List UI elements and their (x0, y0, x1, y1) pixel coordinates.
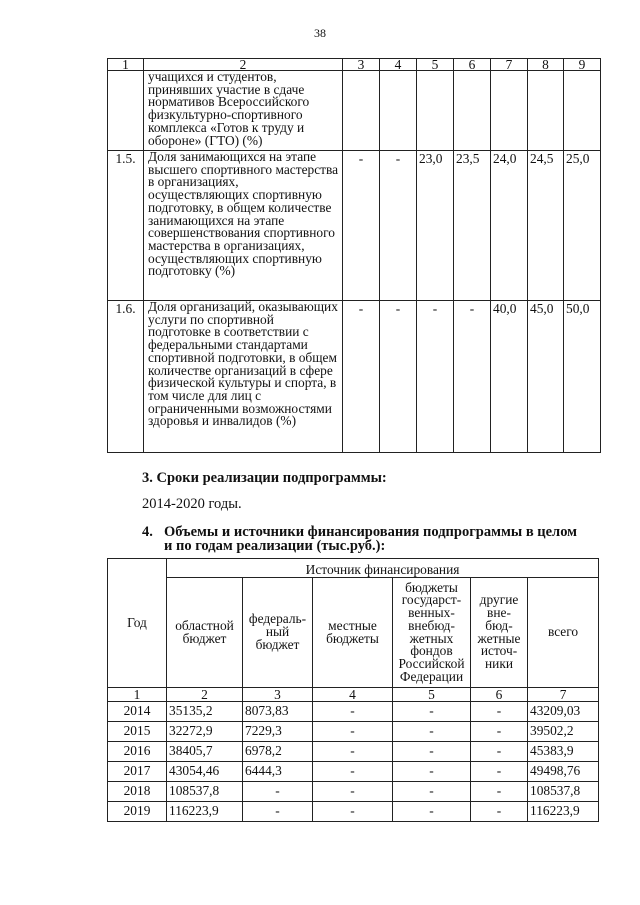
value-cell: 45,0 (528, 301, 564, 453)
value-cell (380, 71, 417, 151)
source-header: Источник финансирования (167, 559, 599, 578)
local-budget-cell: - (313, 702, 393, 722)
section-3-text: 2014-2020 годы. (142, 496, 242, 512)
table-row (108, 762, 599, 782)
section-4-heading-line2: и по годам реализации (тыс.руб.): (164, 538, 386, 554)
col-num: 1 (108, 688, 167, 702)
row-number (108, 71, 144, 151)
total-cell: 116223,9 (528, 802, 599, 822)
table-row (108, 71, 601, 151)
regional-budget-cell: 108537,8 (167, 782, 243, 802)
year-cell: 2017 (108, 762, 167, 782)
col-num: 2 (144, 59, 343, 71)
table-row (108, 722, 599, 742)
extrabudgetary-funds-cell: - (393, 762, 471, 782)
local-budget-cell: - (313, 782, 393, 802)
col-num: 7 (491, 59, 528, 71)
table-row (108, 151, 601, 301)
col-num: 3 (243, 688, 313, 702)
col-num: 5 (393, 688, 471, 702)
col-num: 3 (343, 59, 380, 71)
value-cell: 40,0 (491, 301, 528, 453)
value-cell (564, 71, 601, 151)
regional-budget-cell: 35135,2 (167, 702, 243, 722)
value-cell: 23,5 (454, 151, 491, 301)
other-sources-cell: - (471, 802, 528, 822)
value-cell: - (417, 301, 454, 453)
row-number: 1.5. (108, 151, 144, 301)
extrabudgetary-funds-cell: - (393, 742, 471, 762)
section-4-heading-line1: Объемы и источники финансирования подпрограммы в целом (164, 524, 578, 540)
value-cell: 24,5 (528, 151, 564, 301)
value-cell: - (343, 151, 380, 301)
total-cell: 39502,2 (528, 722, 599, 742)
col-num: 7 (528, 688, 599, 702)
value-cell (417, 71, 454, 151)
value-cell: - (343, 301, 380, 453)
column-header: местные бюджеты (313, 578, 393, 688)
local-budget-cell: - (313, 722, 393, 742)
federal-budget-cell: 7229,3 (243, 722, 313, 742)
table-row (108, 802, 599, 822)
col-num: 4 (380, 59, 417, 71)
section-3-heading: 3. Сроки реализации подпрограммы: (142, 470, 387, 486)
regional-budget-cell: 43054,46 (167, 762, 243, 782)
year-cell: 2019 (108, 802, 167, 822)
federal-budget-cell: - (243, 802, 313, 822)
indicator-description: учащихся и студентов, принявших участие в сдаче нормативов Всероссийского физкультурно-спортивного комплекса «Готов к труду и обороне» (ГТО) (%) (144, 71, 343, 151)
column-header: областной бюджет (167, 578, 243, 688)
extrabudgetary-funds-cell: - (393, 782, 471, 802)
federal-budget-cell: 8073,83 (243, 702, 313, 722)
extrabudgetary-funds-cell: - (393, 802, 471, 822)
value-cell: 25,0 (564, 151, 601, 301)
regional-budget-cell: 116223,9 (167, 802, 243, 822)
value-cell: - (380, 301, 417, 453)
table-row (108, 301, 601, 453)
value-cell: 23,0 (417, 151, 454, 301)
row-number: 1.6. (108, 301, 144, 453)
year-header: Год (108, 559, 167, 688)
extrabudgetary-funds-cell: - (393, 702, 471, 722)
local-budget-cell: - (313, 762, 393, 782)
indicator-description: Доля организаций, оказывающих услуги по спортивной подготовке в соответствии с федеральными стандартами спортивной подготовки, в общем количестве организаций в сфере физической культуры и спорта, в том числе для лиц с ограниченными возможностями здоровья и инвалидов (%) (144, 301, 343, 453)
other-sources-cell: - (471, 722, 528, 742)
table-row (108, 782, 599, 802)
column-header: другие вне-бюд-жетные источ-ники (471, 578, 528, 688)
federal-budget-cell: 6978,2 (243, 742, 313, 762)
value-cell: - (454, 301, 491, 453)
col-num: 9 (564, 59, 601, 71)
value-cell: 50,0 (564, 301, 601, 453)
col-num: 2 (167, 688, 243, 702)
other-sources-cell: - (471, 742, 528, 762)
table-row (108, 702, 599, 722)
column-number-row (108, 688, 599, 702)
page-number: 38 (314, 26, 326, 40)
column-header: всего (528, 578, 599, 688)
column-header-row (108, 578, 599, 688)
federal-budget-cell: - (243, 782, 313, 802)
column-header: федераль-ный бюджет (243, 578, 313, 688)
col-num: 1 (108, 59, 144, 71)
value-cell: 24,0 (491, 151, 528, 301)
column-header: бюджеты государст-венных-внебюд-жетных фондов Российской Федерации (393, 578, 471, 688)
col-num: 6 (454, 59, 491, 71)
value-cell (528, 71, 564, 151)
total-cell: 108537,8 (528, 782, 599, 802)
extrabudgetary-funds-cell: - (393, 722, 471, 742)
value-cell (454, 71, 491, 151)
section-4-heading (142, 525, 602, 553)
value-cell: - (380, 151, 417, 301)
col-num: 6 (471, 688, 528, 702)
col-num: 8 (528, 59, 564, 71)
section-4-number: 4. (142, 524, 153, 540)
col-num: 4 (313, 688, 393, 702)
funding-table (107, 558, 599, 822)
indicators-table (107, 58, 601, 453)
local-budget-cell: - (313, 802, 393, 822)
total-cell: 45383,9 (528, 742, 599, 762)
regional-budget-cell: 38405,7 (167, 742, 243, 762)
year-cell: 2016 (108, 742, 167, 762)
year-cell: 2014 (108, 702, 167, 722)
total-cell: 43209,03 (528, 702, 599, 722)
local-budget-cell: - (313, 742, 393, 762)
other-sources-cell: - (471, 782, 528, 802)
value-cell (343, 71, 380, 151)
indicator-description: Доля занимающихся на этапе высшего спортивного мастерства в организациях, осуществляющих спортивную подготовку, в общем количестве занимающихся на этапе совершенствования спортивного мастерства в организациях, осуществляющих спортивную подготовку (%) (144, 151, 343, 301)
table-row (108, 742, 599, 762)
col-num: 5 (417, 59, 454, 71)
federal-budget-cell: 6444,3 (243, 762, 313, 782)
value-cell (491, 71, 528, 151)
total-cell: 49498,76 (528, 762, 599, 782)
other-sources-cell: - (471, 762, 528, 782)
year-cell: 2015 (108, 722, 167, 742)
other-sources-cell: - (471, 702, 528, 722)
year-cell: 2018 (108, 782, 167, 802)
regional-budget-cell: 32272,9 (167, 722, 243, 742)
